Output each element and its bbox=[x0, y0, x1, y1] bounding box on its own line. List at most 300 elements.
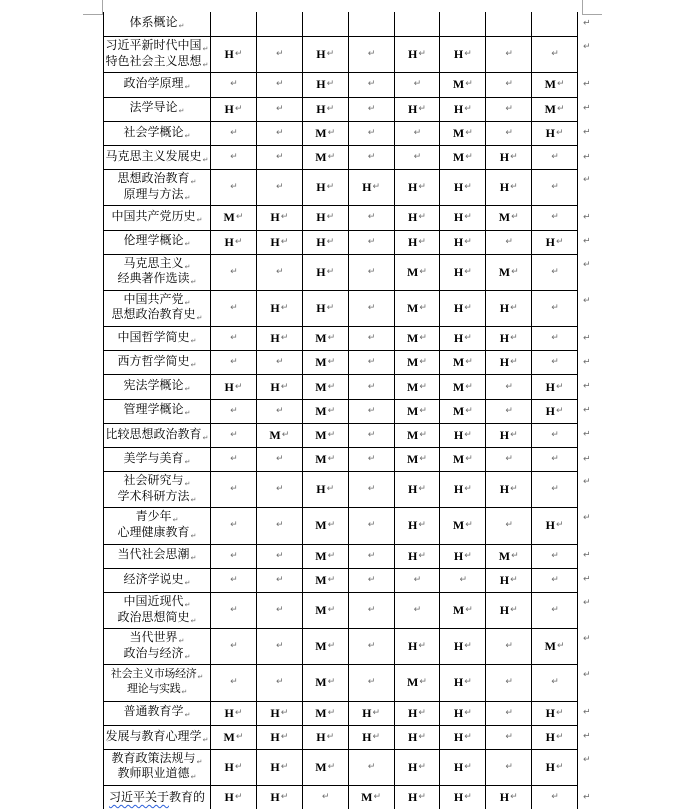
grade-cell[interactable] bbox=[349, 665, 395, 700]
grade-cell[interactable] bbox=[486, 508, 532, 543]
grade-cell[interactable] bbox=[303, 569, 349, 592]
grade-cell[interactable] bbox=[440, 750, 486, 785]
grade-cell[interactable] bbox=[532, 37, 578, 72]
grade-cell[interactable] bbox=[532, 351, 578, 374]
grade-cell[interactable] bbox=[395, 375, 441, 398]
grade-cell[interactable] bbox=[486, 231, 532, 254]
row-end-pilcrow-icon: ↵ bbox=[583, 597, 591, 608]
pilcrow-icon: ↵ bbox=[413, 79, 422, 90]
course-name-cell[interactable] bbox=[104, 375, 211, 398]
grade-cell[interactable] bbox=[303, 73, 349, 96]
grade-cell[interactable] bbox=[257, 351, 303, 374]
grade-cell[interactable] bbox=[395, 424, 441, 447]
grade-cell[interactable] bbox=[532, 424, 578, 447]
grade-cell[interactable] bbox=[532, 98, 578, 121]
course-name-cell[interactable] bbox=[104, 569, 211, 592]
grade-cell[interactable] bbox=[395, 146, 441, 169]
grade-cell[interactable] bbox=[211, 786, 257, 809]
grade-cell[interactable] bbox=[349, 508, 395, 543]
grade-cell[interactable] bbox=[395, 665, 441, 700]
grade-cell[interactable] bbox=[349, 629, 395, 664]
grade-cell[interactable] bbox=[486, 255, 532, 290]
course-name-line bbox=[111, 668, 203, 683]
grade-value: H bbox=[499, 603, 510, 618]
grade-cell[interactable] bbox=[349, 327, 395, 350]
grade-cell[interactable] bbox=[211, 400, 257, 423]
grade-cell[interactable] bbox=[303, 702, 349, 725]
grade-cell[interactable] bbox=[349, 786, 395, 809]
grade-cell[interactable] bbox=[349, 73, 395, 96]
line-end-mark-icon: ↵ bbox=[190, 336, 197, 345]
grade-cell[interactable] bbox=[395, 593, 441, 628]
grade-cell[interactable] bbox=[303, 629, 349, 664]
grade-cell[interactable] bbox=[257, 786, 303, 809]
grade-cell[interactable] bbox=[486, 545, 532, 568]
grade-cell[interactable] bbox=[486, 593, 532, 628]
grade-cell[interactable] bbox=[211, 327, 257, 350]
course-name-text: 青少年 bbox=[135, 509, 172, 524]
grade-cell[interactable] bbox=[211, 98, 257, 121]
pilcrow-icon: ↵ bbox=[230, 520, 238, 531]
grade-cell[interactable] bbox=[395, 37, 441, 72]
grade-cell[interactable] bbox=[532, 702, 578, 725]
grade-cell[interactable] bbox=[440, 593, 486, 628]
grade-value: M bbox=[407, 264, 419, 279]
grade-cell[interactable] bbox=[532, 448, 578, 471]
grade-cell[interactable] bbox=[532, 291, 578, 326]
grade-cell[interactable] bbox=[211, 569, 257, 592]
grade-cell[interactable] bbox=[303, 400, 349, 423]
grade-cell[interactable] bbox=[257, 231, 303, 254]
grade-cell[interactable] bbox=[486, 351, 532, 374]
grade-cell[interactable] bbox=[440, 508, 486, 543]
course-name-cell[interactable] bbox=[104, 593, 211, 628]
grade-cell[interactable] bbox=[486, 629, 532, 664]
row-end-pilcrow-icon: ↵ bbox=[583, 79, 591, 90]
grade-cell[interactable] bbox=[486, 122, 532, 145]
grade-cell[interactable] bbox=[440, 472, 486, 507]
grade-cell[interactable] bbox=[303, 37, 349, 72]
grade-cell[interactable] bbox=[349, 351, 395, 374]
grade-cell[interactable] bbox=[303, 12, 349, 36]
grade-cell[interactable] bbox=[303, 508, 349, 543]
grade-cell[interactable] bbox=[532, 545, 578, 568]
pilcrow-icon: ↵ bbox=[327, 761, 336, 772]
grade-cell[interactable] bbox=[211, 472, 257, 507]
course-name-cell[interactable] bbox=[104, 12, 211, 36]
pilcrow-icon: ↵ bbox=[230, 266, 238, 277]
grade-cell[interactable] bbox=[303, 206, 349, 229]
grade-cell[interactable] bbox=[303, 750, 349, 785]
course-name-cell[interactable] bbox=[104, 424, 211, 447]
grade-cell[interactable] bbox=[349, 448, 395, 471]
line-end-mark-icon: ↵ bbox=[190, 616, 197, 625]
grade-cell[interactable] bbox=[395, 231, 441, 254]
pilcrow-icon: ↵ bbox=[464, 103, 472, 114]
grade-cell[interactable] bbox=[257, 629, 303, 664]
course-name-cell[interactable] bbox=[104, 327, 211, 350]
grade-cell[interactable] bbox=[349, 400, 395, 423]
grade-value: M bbox=[544, 639, 556, 654]
grade-cell[interactable] bbox=[211, 231, 257, 254]
grade-cell[interactable] bbox=[532, 12, 578, 36]
grade-cell[interactable] bbox=[349, 206, 395, 229]
grade-cell[interactable] bbox=[303, 327, 349, 350]
pilcrow-icon: ↵ bbox=[555, 761, 564, 772]
grade-cell[interactable] bbox=[486, 206, 532, 229]
grade-cell[interactable] bbox=[395, 327, 441, 350]
grade-cell[interactable] bbox=[486, 569, 532, 592]
grade-cell[interactable] bbox=[349, 37, 395, 72]
grade-cell[interactable] bbox=[349, 375, 395, 398]
grade-cell[interactable] bbox=[440, 665, 486, 700]
grade-cell[interactable] bbox=[395, 472, 441, 507]
grade-cell[interactable] bbox=[257, 291, 303, 326]
grade-cell[interactable] bbox=[211, 146, 257, 169]
grade-cell[interactable] bbox=[440, 291, 486, 326]
grade-cell[interactable] bbox=[486, 327, 532, 350]
course-name-cell[interactable] bbox=[104, 726, 211, 749]
grade-cell[interactable] bbox=[532, 146, 578, 169]
grade-cell[interactable] bbox=[211, 291, 257, 326]
grade-cell[interactable] bbox=[211, 255, 257, 290]
grade-cell[interactable] bbox=[532, 170, 578, 205]
grade-cell[interactable] bbox=[395, 351, 441, 374]
grade-cell[interactable] bbox=[349, 98, 395, 121]
grade-cell[interactable] bbox=[395, 545, 441, 568]
grade-cell[interactable] bbox=[395, 569, 441, 592]
grade-cell[interactable] bbox=[440, 702, 486, 725]
grade-cell[interactable] bbox=[211, 12, 257, 36]
grade-cell[interactable] bbox=[211, 37, 257, 72]
row-end-pilcrow-icon: ↵ bbox=[583, 333, 591, 344]
grade-cell[interactable] bbox=[257, 206, 303, 229]
grade-cell[interactable] bbox=[303, 424, 349, 447]
pilcrow-icon: ↵ bbox=[510, 302, 518, 313]
grade-cell[interactable] bbox=[211, 545, 257, 568]
course-name-cell[interactable] bbox=[104, 231, 211, 254]
grade-cell[interactable] bbox=[532, 726, 578, 749]
grade-cell[interactable] bbox=[349, 170, 395, 205]
grade-cell[interactable] bbox=[486, 98, 532, 121]
course-name-cell[interactable] bbox=[104, 545, 211, 568]
course-name-cell[interactable] bbox=[104, 122, 211, 145]
grade-cell[interactable] bbox=[303, 665, 349, 700]
grade-cell[interactable] bbox=[395, 12, 441, 36]
grade-cell[interactable] bbox=[532, 665, 578, 700]
grade-cell[interactable] bbox=[532, 472, 578, 507]
grade-cell[interactable] bbox=[486, 375, 532, 398]
pilcrow-icon: ↵ bbox=[551, 152, 559, 163]
grade-cell[interactable] bbox=[440, 424, 486, 447]
course-name-cell[interactable] bbox=[104, 702, 211, 725]
pilcrow-icon: ↵ bbox=[556, 641, 565, 652]
grade-cell[interactable] bbox=[440, 629, 486, 664]
grade-cell[interactable] bbox=[303, 448, 349, 471]
grade-cell[interactable] bbox=[257, 448, 303, 471]
grade-cell[interactable] bbox=[211, 206, 257, 229]
course-name-cell[interactable] bbox=[104, 255, 211, 290]
grade-cell[interactable] bbox=[257, 375, 303, 398]
grade-cell[interactable] bbox=[211, 448, 257, 471]
grade-cell[interactable] bbox=[395, 448, 441, 471]
pilcrow-icon: ↵ bbox=[367, 152, 376, 163]
grade-cell[interactable] bbox=[349, 569, 395, 592]
grade-cell[interactable] bbox=[349, 472, 395, 507]
pilcrow-icon: ↵ bbox=[551, 302, 559, 313]
course-name-text: 理论与实践 bbox=[126, 682, 181, 695]
grade-cell[interactable] bbox=[257, 424, 303, 447]
pilcrow-icon: ↵ bbox=[230, 405, 238, 416]
grade-cell[interactable] bbox=[303, 375, 349, 398]
grade-cell[interactable] bbox=[395, 702, 441, 725]
course-name-cell[interactable] bbox=[104, 351, 211, 374]
grade-cell[interactable] bbox=[211, 629, 257, 664]
grade-cell[interactable] bbox=[257, 37, 303, 72]
course-name-text: 经典著作选读 bbox=[117, 271, 190, 286]
course-name-cell[interactable] bbox=[104, 291, 211, 326]
course-name-line bbox=[109, 791, 205, 805]
grade-cell[interactable] bbox=[303, 170, 349, 205]
grade-cell[interactable] bbox=[440, 786, 486, 809]
course-name-cell[interactable] bbox=[104, 750, 211, 785]
grade-cell[interactable] bbox=[257, 665, 303, 700]
grade-cell[interactable] bbox=[257, 508, 303, 543]
pilcrow-icon: ↵ bbox=[551, 182, 559, 193]
grade-cell[interactable] bbox=[440, 12, 486, 36]
grade-cell[interactable] bbox=[440, 545, 486, 568]
grade-cell[interactable] bbox=[440, 327, 486, 350]
grade-cell[interactable] bbox=[211, 375, 257, 398]
grade-cell[interactable] bbox=[486, 786, 532, 809]
grade-cell[interactable] bbox=[440, 73, 486, 96]
grade-cell[interactable] bbox=[349, 593, 395, 628]
grade-cell[interactable] bbox=[349, 702, 395, 725]
course-name-cell[interactable] bbox=[104, 170, 211, 205]
grade-cell[interactable] bbox=[486, 424, 532, 447]
grade-cell[interactable] bbox=[486, 170, 532, 205]
grade-cell[interactable] bbox=[257, 73, 303, 96]
course-name-text: 法学导论 bbox=[129, 100, 178, 115]
grade-cell[interactable] bbox=[303, 593, 349, 628]
grade-cell[interactable] bbox=[257, 327, 303, 350]
grade-cell[interactable] bbox=[486, 12, 532, 36]
grade-cell[interactable] bbox=[440, 170, 486, 205]
grade-cell[interactable] bbox=[440, 400, 486, 423]
grade-cell[interactable] bbox=[211, 351, 257, 374]
pilcrow-icon: ↵ bbox=[413, 605, 422, 616]
grade-cell[interactable] bbox=[257, 569, 303, 592]
grade-cell[interactable] bbox=[349, 231, 395, 254]
grade-cell[interactable] bbox=[395, 73, 441, 96]
grade-cell[interactable] bbox=[349, 750, 395, 785]
grade-cell[interactable] bbox=[349, 726, 395, 749]
pilcrow-icon: ↵ bbox=[230, 605, 238, 616]
course-name-cell[interactable] bbox=[104, 629, 211, 664]
grade-cell[interactable] bbox=[349, 146, 395, 169]
grade-cell[interactable] bbox=[486, 400, 532, 423]
grade-cell[interactable] bbox=[532, 206, 578, 229]
grade-cell[interactable] bbox=[440, 448, 486, 471]
grade-cell[interactable] bbox=[440, 122, 486, 145]
grade-cell[interactable] bbox=[211, 702, 257, 725]
grade-cell[interactable] bbox=[349, 12, 395, 36]
pilcrow-icon: ↵ bbox=[276, 357, 284, 368]
pilcrow-icon: ↵ bbox=[230, 152, 238, 163]
grade-cell[interactable] bbox=[349, 122, 395, 145]
grade-cell[interactable] bbox=[257, 146, 303, 169]
grade-cell[interactable] bbox=[211, 593, 257, 628]
grade-cell[interactable] bbox=[532, 400, 578, 423]
grade-cell[interactable] bbox=[486, 726, 532, 749]
grade-cell[interactable] bbox=[440, 98, 486, 121]
pilcrow-icon: ↵ bbox=[464, 707, 472, 718]
grade-cell[interactable] bbox=[486, 702, 532, 725]
grade-cell[interactable] bbox=[257, 255, 303, 290]
grade-cell[interactable] bbox=[349, 255, 395, 290]
grade-cell[interactable] bbox=[395, 508, 441, 543]
grade-cell[interactable] bbox=[532, 629, 578, 664]
grade-cell[interactable] bbox=[303, 472, 349, 507]
grade-cell[interactable] bbox=[532, 122, 578, 145]
grade-cell[interactable] bbox=[211, 424, 257, 447]
row-end-pilcrow-icon: ↵ bbox=[583, 792, 591, 803]
grade-cell[interactable] bbox=[211, 508, 257, 543]
grade-cell[interactable] bbox=[303, 231, 349, 254]
grade-cell[interactable] bbox=[440, 231, 486, 254]
course-name-cell[interactable] bbox=[104, 786, 211, 809]
grade-cell[interactable] bbox=[532, 750, 578, 785]
grade-cell[interactable] bbox=[532, 786, 578, 809]
grade-cell[interactable] bbox=[211, 122, 257, 145]
grade-cell[interactable] bbox=[257, 593, 303, 628]
grade-cell[interactable] bbox=[486, 291, 532, 326]
grade-cell[interactable] bbox=[532, 569, 578, 592]
grade-cell[interactable] bbox=[532, 255, 578, 290]
grade-cell[interactable] bbox=[211, 665, 257, 700]
course-name-cell[interactable] bbox=[104, 448, 211, 471]
grade-cell[interactable] bbox=[303, 291, 349, 326]
grade-cell[interactable] bbox=[440, 726, 486, 749]
grade-cell[interactable] bbox=[486, 73, 532, 96]
grade-cell[interactable] bbox=[257, 726, 303, 749]
grade-cell[interactable] bbox=[440, 37, 486, 72]
course-name-text: 美学与美育 bbox=[123, 450, 184, 465]
grade-value: H bbox=[545, 759, 555, 774]
grade-cell[interactable] bbox=[395, 750, 441, 785]
grade-cell[interactable] bbox=[303, 726, 349, 749]
grade-cell[interactable] bbox=[395, 170, 441, 205]
course-name-cell[interactable] bbox=[104, 37, 211, 72]
grade-value: H bbox=[453, 180, 464, 195]
grade-cell[interactable] bbox=[395, 400, 441, 423]
course-name-cell[interactable] bbox=[104, 146, 211, 169]
grade-cell[interactable] bbox=[257, 702, 303, 725]
grade-cell[interactable] bbox=[211, 750, 257, 785]
grade-cell[interactable] bbox=[257, 545, 303, 568]
grade-cell[interactable] bbox=[532, 593, 578, 628]
grade-cell[interactable] bbox=[440, 351, 486, 374]
grade-cell[interactable] bbox=[211, 726, 257, 749]
grade-cell[interactable] bbox=[440, 206, 486, 229]
pilcrow-icon: ↵ bbox=[326, 79, 335, 90]
grade-cell[interactable] bbox=[440, 146, 486, 169]
course-name-cell[interactable] bbox=[104, 98, 211, 121]
grade-cell[interactable] bbox=[395, 206, 441, 229]
grade-cell[interactable] bbox=[486, 665, 532, 700]
grade-cell[interactable] bbox=[303, 98, 349, 121]
row-end-pilcrow-icon: ↵ bbox=[583, 634, 591, 645]
course-name-line bbox=[130, 631, 185, 647]
grade-cell[interactable] bbox=[395, 291, 441, 326]
course-name-line bbox=[130, 16, 185, 32]
grade-cell[interactable] bbox=[440, 255, 486, 290]
grade-value: H bbox=[224, 705, 234, 720]
grade-cell[interactable] bbox=[303, 146, 349, 169]
course-name-cell[interactable] bbox=[104, 73, 211, 96]
course-name-cell[interactable] bbox=[104, 508, 211, 543]
grade-cell[interactable] bbox=[532, 508, 578, 543]
grade-cell[interactable] bbox=[303, 122, 349, 145]
grade-value: M bbox=[315, 403, 327, 418]
grade-cell[interactable] bbox=[440, 375, 486, 398]
grade-cell[interactable] bbox=[532, 375, 578, 398]
grade-cell[interactable] bbox=[303, 351, 349, 374]
grade-cell[interactable] bbox=[303, 255, 349, 290]
grade-cell[interactable] bbox=[486, 472, 532, 507]
grade-cell[interactable] bbox=[257, 750, 303, 785]
grade-cell[interactable] bbox=[486, 750, 532, 785]
pilcrow-icon: ↵ bbox=[555, 127, 564, 138]
grade-cell[interactable] bbox=[486, 448, 532, 471]
grade-cell[interactable] bbox=[532, 73, 578, 96]
grade-cell[interactable] bbox=[257, 12, 303, 36]
grade-cell[interactable] bbox=[395, 122, 441, 145]
grade-cell[interactable] bbox=[349, 291, 395, 326]
pilcrow-icon: ↵ bbox=[418, 236, 426, 247]
pilcrow-icon: ↵ bbox=[276, 605, 284, 616]
grade-cell[interactable] bbox=[257, 472, 303, 507]
pilcrow-icon: ↵ bbox=[551, 49, 559, 60]
grade-cell[interactable] bbox=[211, 73, 257, 96]
course-name-cell[interactable] bbox=[104, 472, 211, 507]
grade-cell[interactable] bbox=[349, 424, 395, 447]
grade-cell[interactable] bbox=[349, 545, 395, 568]
row-end-pilcrow-icon: ↵ bbox=[583, 236, 591, 247]
grade-cell[interactable] bbox=[486, 37, 532, 72]
grade-cell[interactable] bbox=[303, 545, 349, 568]
grade-cell[interactable] bbox=[395, 786, 441, 809]
grade-cell[interactable] bbox=[303, 786, 349, 809]
grade-cell[interactable] bbox=[257, 98, 303, 121]
grade-cell[interactable] bbox=[532, 327, 578, 350]
course-name-cell[interactable] bbox=[104, 665, 211, 700]
grade-cell[interactable] bbox=[257, 170, 303, 205]
grade-cell[interactable] bbox=[486, 146, 532, 169]
course-name-cell[interactable] bbox=[104, 400, 211, 423]
grade-cell[interactable] bbox=[440, 569, 486, 592]
pilcrow-icon: ↵ bbox=[280, 212, 289, 223]
grade-cell[interactable] bbox=[395, 255, 441, 290]
grade-cell[interactable] bbox=[257, 122, 303, 145]
grade-cell[interactable] bbox=[395, 726, 441, 749]
grade-cell[interactable] bbox=[395, 629, 441, 664]
course-name-cell[interactable] bbox=[104, 206, 211, 229]
grade-cell[interactable] bbox=[211, 170, 257, 205]
grade-cell[interactable] bbox=[395, 98, 441, 121]
grade-cell[interactable] bbox=[532, 231, 578, 254]
grade-cell[interactable] bbox=[257, 400, 303, 423]
